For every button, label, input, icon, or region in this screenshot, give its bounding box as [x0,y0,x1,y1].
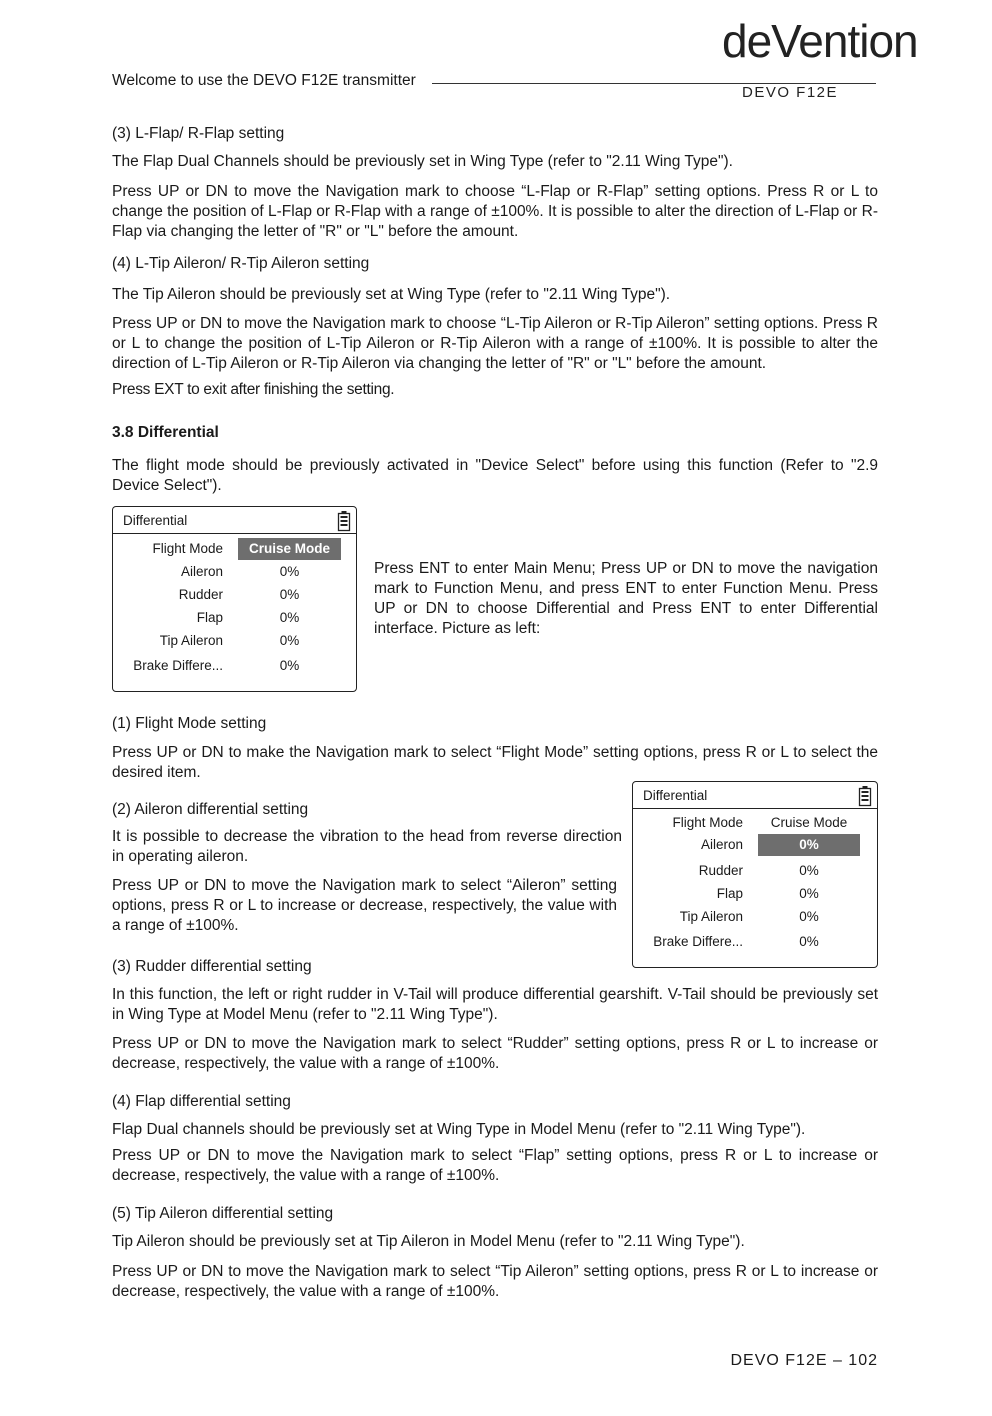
lcd-separator [633,808,877,809]
lcd-row-flight-mode [113,538,356,560]
subheading-flap-differential: (4) Flap differential setting [112,1093,291,1110]
battery-icon [858,785,872,807]
row-value: Cruise Mode [770,815,848,830]
paragraph: Flap Dual channels should be previously set at Wing Type in Model Menu (refer to "2.11 Wing Type"). [112,1121,806,1138]
row-label: Rudder [178,587,223,602]
row-label: Tip Aileron [159,633,223,648]
devention-logo [722,15,918,102]
row-label: Flight Mode [152,541,223,556]
lcd-screen-flight-mode [112,506,357,692]
paragraph: It is possible to decrease the vibration to the head from reverse direction in operating aileron. [112,828,622,865]
paragraph: Press UP or DN to move the Navigation mark to select “Tip Aileron” setting options, press R or L to increase or decrease, respectively, the value with a range of ±100%. [112,1263,878,1300]
row-label: Flap [196,610,223,625]
row-label: Brake Differe... [133,658,223,673]
paragraph: The Flap Dual Channels should be previously set in Wing Type (refer to "2.11 Wing Type"). [112,153,733,170]
row-label: Aileron [180,564,223,579]
paragraph: Press UP or DN to make the Navigation mark to select “Flight Mode” setting options, press R or L to select the desired item. [112,744,878,781]
logo-text: deVention [722,15,918,67]
row-value: 0% [279,564,300,579]
row-value: 0% [799,886,819,901]
lcd-title: Differential [123,513,188,528]
row-value: 0% [279,633,300,648]
paragraph: Press UP or DN to move the Navigation mark to choose “L-Tip Aileron or R-Tip Aileron” setting options. Press R or L to change the position of L-Tip Aileron or R-Tip Aileron with a range of ±100%. It is possible to alter the direction of L-Tip Aileron or R-Tip Aileron via changing the letter of "R" or "L" before the amount. [112,315,878,372]
paragraph: Tip Aileron should be previously set at Tip Aileron in Model Menu (refer to "2.11 Wing Type"). [112,1233,745,1250]
subheading-aileron-differential: (2) Aileron differential setting [112,801,309,818]
lcd-title: Differential [643,788,708,803]
row-value: 0% [279,610,300,625]
paragraph: The flight mode should be previously activated in "Device Select" before using this function (Refer to "2.9 Device Select"). [112,457,878,494]
logo-subtitle: DEVO F12E [742,84,839,101]
subheading-tip-aileron: (4) L-Tip Aileron/ R-Tip Aileron setting [112,255,370,272]
row-label: Brake Differe... [653,934,743,949]
row-label: Tip Aileron [679,909,743,924]
row-value: 0% [799,863,819,878]
page-footer: DEVO F12E – 102 [730,1352,878,1369]
paragraph: Press UP or DN to move the Navigation mark to select “Aileron” setting options, press R or L to increase or decrease, respectively, the value with a range of ±100%. [112,877,617,934]
lcd-screen-aileron [632,781,878,968]
paragraph: Press UP or DN to move the Navigation mark to select “Rudder” setting options, press R or L to increase or decrease, respectively, the value with a range of ±100%. [112,1035,878,1072]
paragraph: Press UP or DN to move the Navigation mark to choose “L-Flap or R-Flap” setting options. Press R or L to change the position of L-Flap or R-Flap with a range of ±100%. It is possible to alter the direction of L-Flap or R-Flap via changing the letter of "R" or "L" before the amount. [112,183,878,240]
lcd-row-aileron [633,834,877,856]
row-value-selected: 0% [758,834,860,856]
row-label: Flight Mode [672,815,743,830]
section-heading-differential: 3.8 Differential [112,424,219,441]
row-value: 0% [799,934,819,949]
row-label: Rudder [698,863,743,878]
paragraph-enter-menu: Press ENT to enter Main Menu; Press UP or DN to move the navigation mark to Function Menu, and press ENT to enter Function Menu. Press UP or DN to choose Differential and Press ENT to enter Differential interface. Picture as left: [374,560,878,637]
paragraph: Press UP or DN to move the Navigation mark to select “Flap” setting options, press R or L to increase or decrease, respectively, the value with a range of ±100%. [112,1147,878,1184]
row-value: 0% [799,909,819,924]
paragraph: In this function, the left or right rudder in V-Tail will produce differential gearshift. V-Tail should be previously set in Wing Type at Model Menu (refer to "2.11 Wing Type"). [112,986,878,1023]
paragraph: Press EXT to exit after finishing the setting. [112,381,395,398]
row-label: Aileron [700,837,743,852]
paragraph: The Tip Aileron should be previously set at Wing Type (refer to "2.11 Wing Type"). [112,286,671,303]
subheading-lflap-rflap: (3) L-Flap/ R-Flap setting [112,125,285,142]
subheading-tip-aileron-differential: (5) Tip Aileron differential setting [112,1205,334,1222]
row-value: 0% [279,587,300,602]
row-label: Flap [716,886,743,901]
row-value: 0% [279,658,300,673]
row-value-selected: Cruise Mode [238,538,341,560]
battery-icon [337,510,351,532]
header-welcome: Welcome to use the DEVO F12E transmitter [112,72,416,89]
subheading-flight-mode: (1) Flight Mode setting [112,715,267,732]
lcd-separator [113,533,356,534]
subheading-rudder-differential: (3) Rudder differential setting [112,958,312,975]
